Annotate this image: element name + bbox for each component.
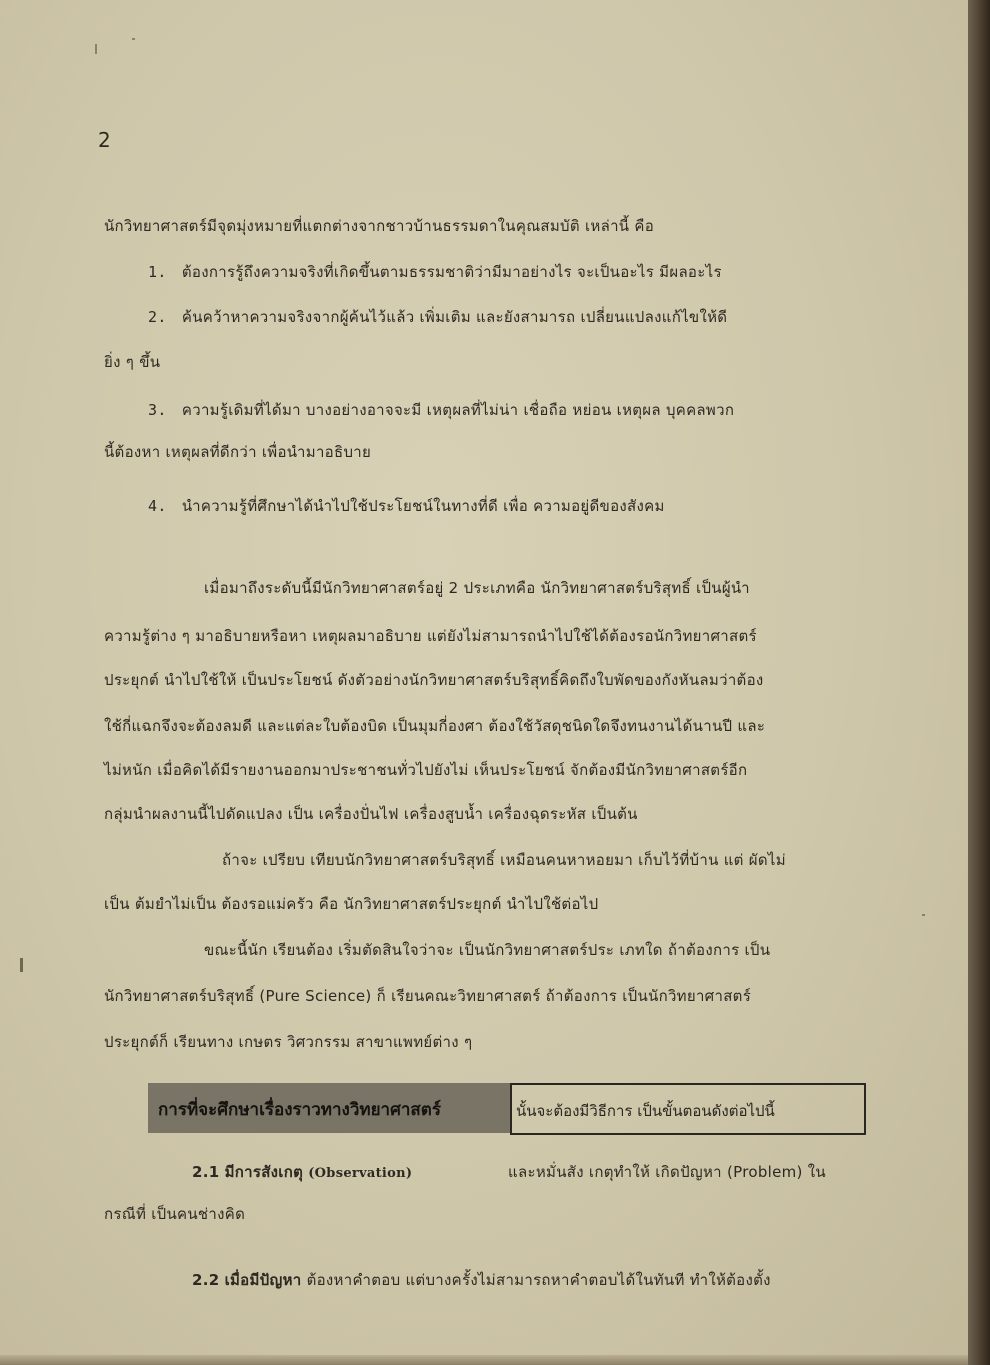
list-item-number: 2.	[148, 308, 167, 326]
section-heading: การที่จะศึกษาเรื่องราวทางวิทยาศาสตร์	[158, 1100, 441, 1120]
paragraph-2-line-2: เป็น ต้มยำไม่เป็น ต้องรอแม่ครัว คือ นักวิทยาศาสตร์ประยุกต์ นำไปใช้ต่อไป	[104, 895, 599, 913]
step-1	[192, 1160, 412, 1184]
book-spine-edge	[968, 0, 990, 1365]
section-heading-continuation: นั้นจะต้องมีวิธีการ เป็นขั้นตอนดังต่อไปนี้	[516, 1102, 775, 1120]
list-item-text: ต้องการรู้ถึงความจริงที่เกิดขึ้นตามธรรมชาติว่ามีมาอย่างไร จะเป็นอะไร มีผลอะไร	[181, 263, 722, 281]
step-number: 2.2	[192, 1271, 220, 1289]
list-item-2-continuation: ยิ่ง ๆ ขึ้น	[104, 353, 161, 371]
step-title-english: (Observation)	[308, 1166, 413, 1181]
paragraph-1-line-3: ประยุกต์ นำไปใช้ให้ เป็นประโยชน์ ดังตัวอย่างนักวิทยาศาสตร์บริสุทธิ์คิดถึงใบพัดของกังหันลมว่าต้อง	[104, 671, 764, 689]
step-2	[192, 1268, 771, 1292]
list-item-4	[148, 494, 665, 518]
step-title: เมื่อมีปัญหา	[224, 1271, 302, 1289]
paper-speck	[95, 44, 97, 54]
paper-speck	[132, 38, 135, 40]
list-item-1	[148, 260, 722, 284]
paragraph-1-line-5: ไม่หนัก เมื่อคิดได้มีรายงานออกมาประชาชนทั่วไปยังไม่ เห็นประโยชน์ จักต้องมีนักวิทยาศาสตร์อีก	[104, 761, 748, 779]
paragraph-1-line-6: กลุ่มนำผลงานนี้ไปดัดแปลง เป็น เครื่องปั่นไฟ เครื่องสูบน้ำ เครื่องฉุดระหัส เป็นต้น	[104, 805, 638, 823]
paragraph-3-line-1: ขณะนี้นัก เรียนต้อง เริ่มตัดสินใจว่าจะ เป็นนักวิทยาศาสตร์ประ เภทใด ถ้าต้องการ เป็น	[204, 941, 771, 959]
list-item-2	[148, 305, 727, 329]
page-bottom-edge	[0, 1355, 968, 1365]
list-item-text: ค้นคว้าหาความจริงจากผู้ค้นไว้แล้ว เพิ่มเติม และยังสามารถ เปลี่ยนแปลงแก้ไขให้ดี	[181, 308, 728, 326]
list-item-number: 3.	[148, 401, 167, 419]
paper-speck	[20, 958, 23, 972]
paragraph-3-line-3: ประยุกต์ก็ เรียนทาง เกษตร วิศวกรรม สาขาแพทย์ต่าง ๆ	[104, 1033, 473, 1051]
list-item-number: 4.	[148, 497, 167, 515]
paragraph-1-line-4: ใช้กี่แฉกจึงจะต้องลมดี และแต่ละใบต้องบิด เป็นมุมกี่องศา ต้องใช้วัสดุชนิดใดจึงทนงานได้นานปี และ	[104, 717, 766, 735]
section-heading-boxed	[510, 1083, 866, 1135]
paragraph-3-line-2: นักวิทยาศาสตร์บริสุทธิ์ (Pure Science) ก็ เรียนคณะวิทยาศาสตร์ ถ้าต้องการ เป็นนักวิทยาศาสตร์	[104, 987, 752, 1005]
step-text: ต้องหาคำตอบ แต่บางครั้งไม่สามารถหาคำตอบได้ในทันที ทำให้ต้องตั้ง	[306, 1271, 771, 1289]
paragraph-2-line-1: ถ้าจะ เปรียบ เทียบนักวิทยาศาสตร์บริสุทธิ์ เหมือนคนหาหอยมา เก็บไว้ที่บ้าน แต่ ผัดไม่	[222, 851, 786, 869]
paragraph-1-line-1: เมื่อมาถึงระดับนี้มีนักวิทยาศาสตร์อยู่ 2 ประเภทคือ นักวิทยาศาสตร์บริสุทธิ์ เป็นผู้นำ	[204, 579, 750, 597]
list-item-text: ความรู้เดิมที่ได้มา บางอย่างอาจจะมี เหตุผลที่ไม่น่า เชื่อถือ หย่อน เหตุผล บุคคลพวก	[181, 401, 735, 419]
step-1-text: และหมั่นสัง เกตุทำให้ เกิดปัญหา (Problem) ใน	[508, 1163, 826, 1181]
step-number: 2.1	[192, 1163, 220, 1181]
list-item-number: 1.	[148, 263, 167, 281]
paper-speck	[922, 914, 925, 916]
list-item-3-continuation: นี้ต้องหา เหตุผลที่ดีกว่า เพื่อนำมาอธิบาย	[104, 443, 372, 461]
paragraph-1-line-2: ความรู้ต่าง ๆ มาอธิบายหรือหา เหตุผลมาอธิบาย แต่ยังไม่สามารถนำไปใช้ได้ต้องรอนักวิทยาศาสตร์	[104, 627, 757, 645]
list-item-text: นำความรู้ที่ศึกษาได้นำไปใช้ประโยชน์ในทางที่ดี เพื่อ ความอยู่ดีของสังคม	[181, 497, 665, 515]
step-title: มีการสังเกตุ	[224, 1163, 304, 1181]
section-heading-highlight	[148, 1083, 510, 1133]
intro-line: นักวิทยาศาสตร์มีจุดมุ่งหมายที่แตกต่างจากชาวบ้านธรรมดาในคุณสมบัติ เหล่านี้ คือ	[104, 217, 655, 235]
step-1-continuation: กรณีที่ เป็นคนช่างคิด	[104, 1205, 246, 1223]
page-number: 2	[98, 128, 111, 152]
list-item-3	[148, 398, 734, 422]
